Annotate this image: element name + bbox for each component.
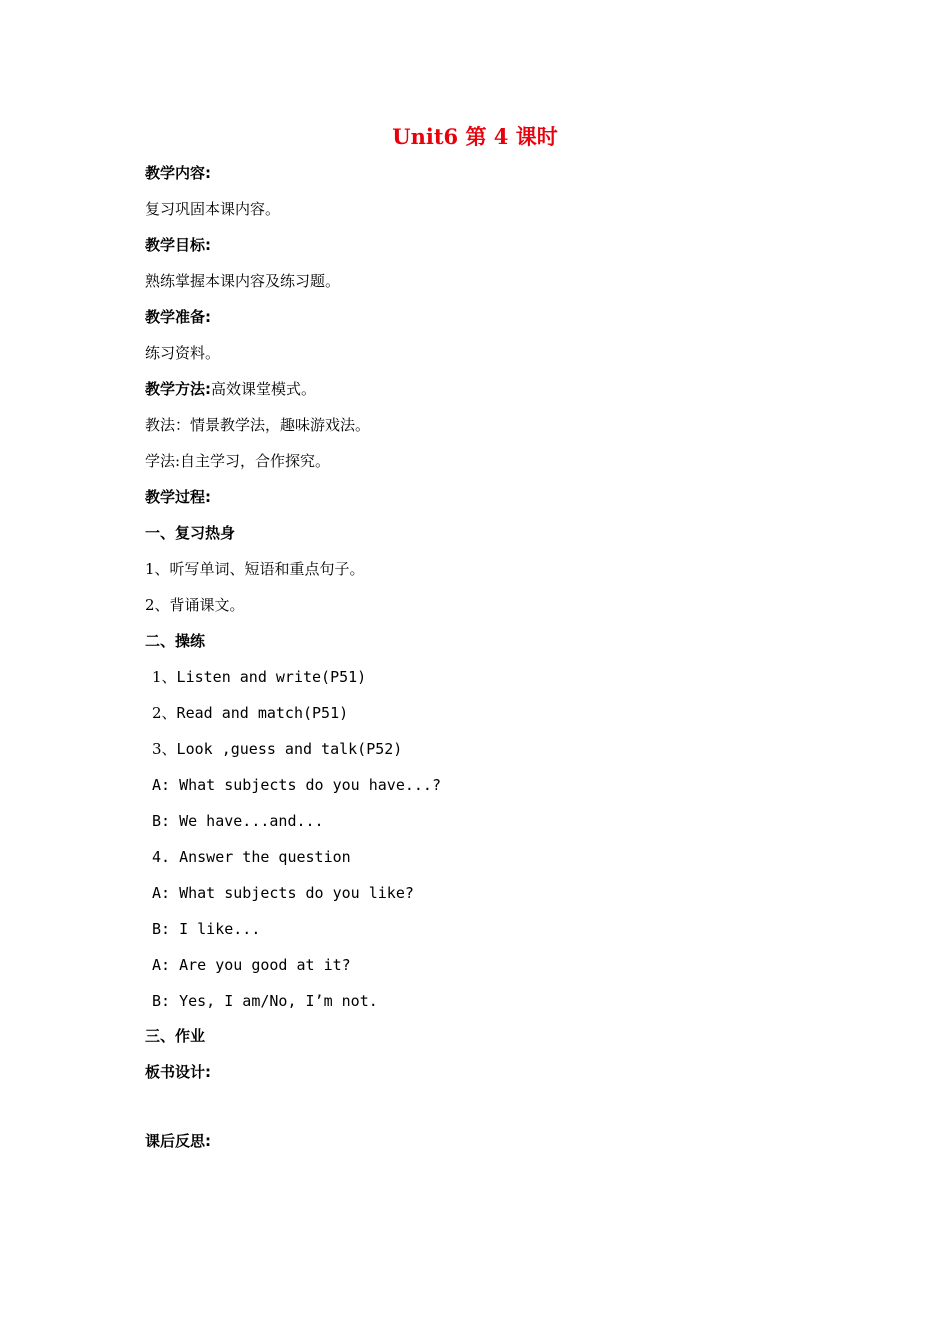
section-heading-board-design: 板书设计: (145, 1063, 211, 1081)
dialog-line: B: We have...and... (152, 812, 324, 830)
section-heading-reflection: 课后反思: (145, 1132, 211, 1150)
step-heading-warmup: 一、复习热身 (145, 524, 236, 542)
practice-item-2-number: 2、 (152, 704, 177, 722)
practice-item-3-text: Look ,guess and talk(P52) (176, 740, 403, 758)
practice-item-3 (152, 738, 402, 760)
warmup-item-2: 2、背诵课文。 (145, 596, 245, 614)
step-heading-practice: 二、操练 (145, 632, 206, 650)
section-heading-preparation: 教学准备: (145, 308, 211, 326)
practice-item-1 (152, 666, 366, 688)
dialog-line: A: What subjects do you have...? (152, 776, 441, 794)
section-heading-objectives: 教学目标: (145, 236, 211, 254)
section-heading-content: 教学内容: (145, 164, 211, 182)
dialog-line: A: Are you good at it? (152, 956, 351, 974)
preparation-text: 练习资料。 (145, 344, 221, 362)
practice-item-4: 4. Answer the question (152, 848, 351, 866)
dialog-line: B: I like... (152, 920, 261, 938)
learning-method-text: 学法:自主学习，合作探究。 (145, 452, 331, 470)
section-heading-process: 教学过程: (145, 488, 211, 506)
practice-item-1-number: 1、 (152, 668, 177, 686)
methods-text: 高效课堂模式。 (211, 380, 317, 398)
step-heading-homework: 三、作业 (145, 1027, 206, 1045)
content-text: 复习巩固本课内容。 (145, 200, 281, 218)
practice-item-2-text: Read and match(P51) (176, 704, 349, 722)
methods-line (145, 378, 316, 400)
section-heading-methods: 教学方法: (145, 380, 211, 398)
teaching-method-text: 教法：情景教学法，趣味游戏法。 (145, 416, 371, 434)
page-title: Unit6 第 4 课时 (392, 124, 558, 149)
practice-item-1-text: Listen and write(P51) (176, 668, 367, 686)
dialog-line: A: What subjects do you like? (152, 884, 414, 902)
dialog-line: B: Yes, I am/No, I’m not. (152, 992, 378, 1010)
warmup-item-1: 1、听写单词、短语和重点句子。 (145, 560, 365, 578)
practice-item-3-number: 3、 (152, 740, 177, 758)
practice-item-2 (152, 702, 348, 724)
objectives-text: 熟练掌握本课内容及练习题。 (145, 272, 341, 290)
